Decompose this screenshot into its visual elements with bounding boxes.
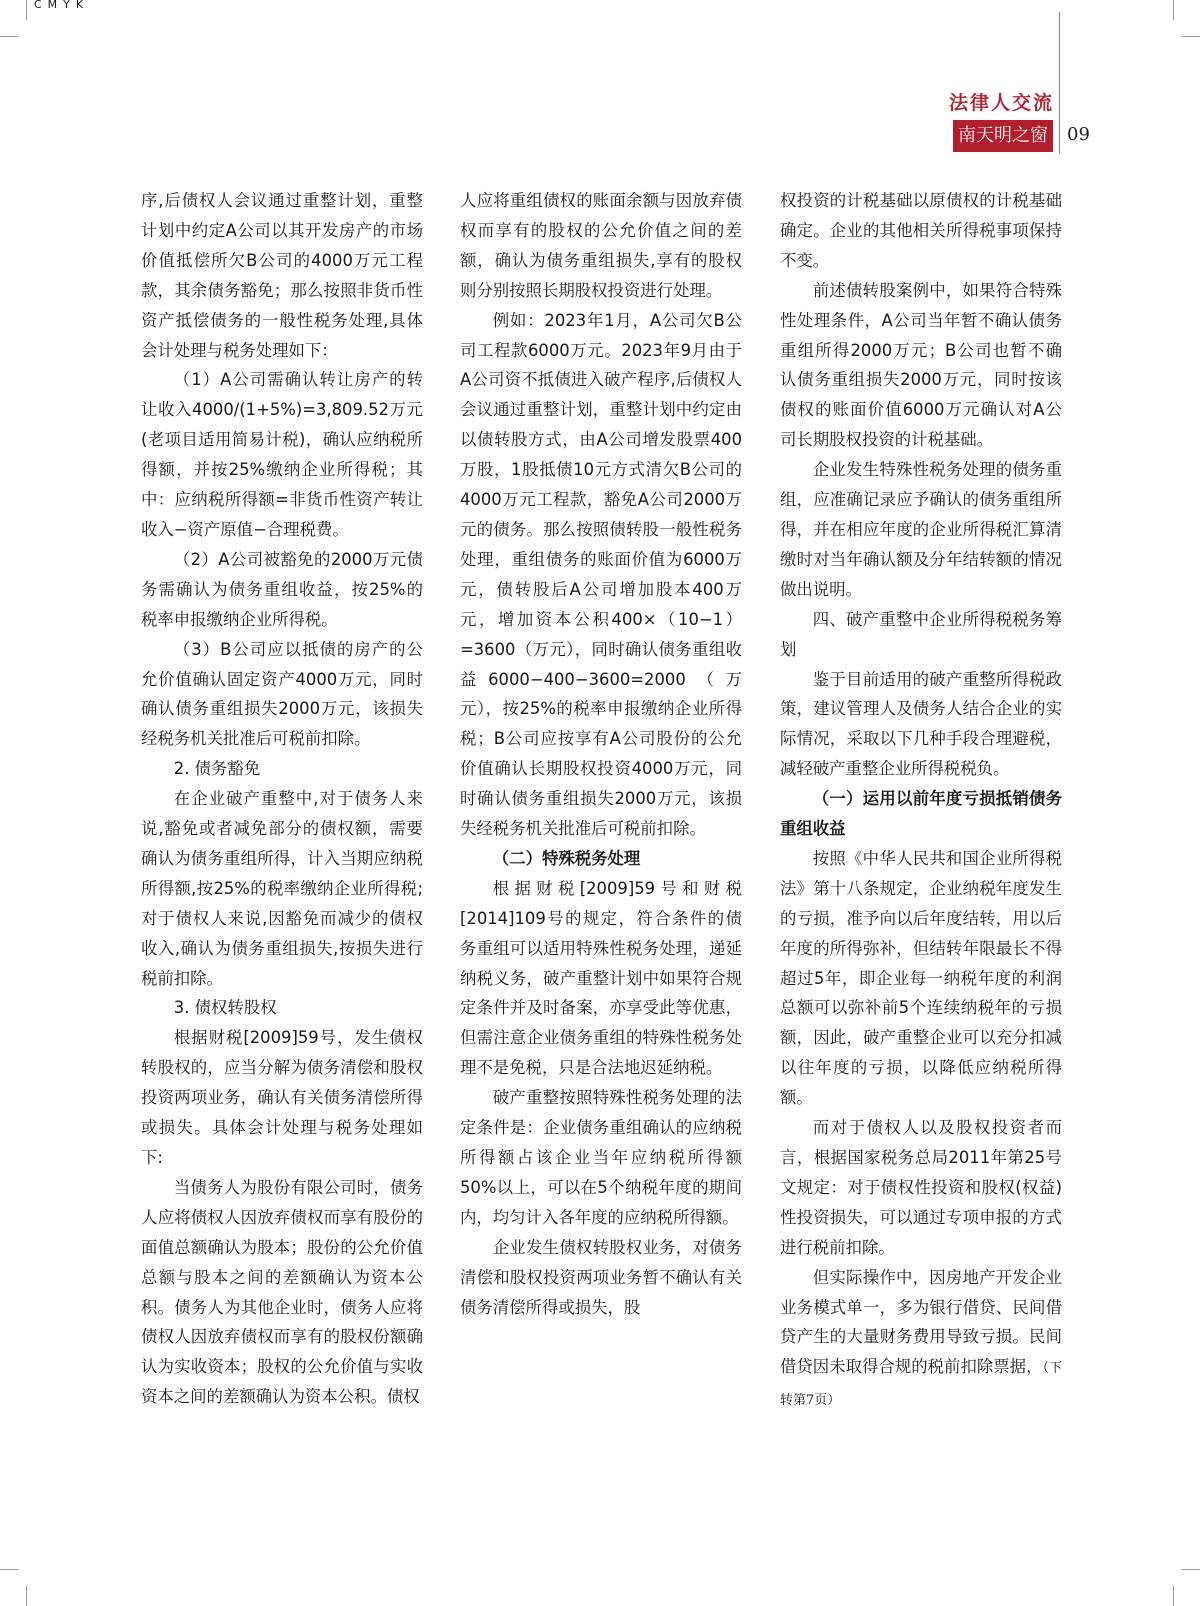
paragraph: 前述债转股案例中，如果符合特殊性处理条件，A公司当年暂不确认债务重组所得2000万元；B公司也暂不确认债务重组损失2000万元，同时按该债权的账面价值6000万元确认对A公司长期股权投资的计税基础。 <box>780 280 1062 450</box>
crop-mark <box>1173 0 1174 20</box>
section-label: 南天明之窗 <box>953 120 1053 152</box>
crop-mark <box>1182 1569 1200 1570</box>
paragraph: 在企业破产重整中,对于债务人来说,豁免或者减免部分的债权额，需要确认为债务重组所得，计入当期应纳税所得额,按25%的税率缴纳企业所得税;对于债权人来说,因豁免而减少的债权收入,确认为债务重组损失,按损失进行税前扣除。 <box>141 789 423 988</box>
crop-mark <box>26 0 27 20</box>
paragraph: 例如：2023年1月，A公司欠B公司工程款6000万元。2023年9月由于A公司资不抵债进入破产程序,后债权人会议通过重整计划，重整计划中约定由以债转股方式，由A公司增发股票400万股，1股抵债10元方式清欠B公司的4000万元工程款，豁免A公司2000万元的债务。那么按照债转股一般性税务处理，重组债务的账面价值为6000万元，债转股后A公司增加股本400万元，增加资本公积400×（10−1）=3600（万元），同时确认债务重组收益6000−400−3600=2000（万元），按25%的税率申报缴纳企业所得税；B公司应按享有A公司股份的公允价值确认长期股权投资4000万元，同时确认债务重组损失2000万元，该损失经税务机关批准后可税前扣除。 <box>460 310 742 839</box>
column-title: 法律人交流 <box>948 92 1054 114</box>
crop-mark <box>26 1586 27 1606</box>
crop-mark <box>0 1569 18 1570</box>
paragraph: 企业发生债权转股权业务，对债务清偿和股权投资两项业务暂不确认有关债务清偿所得或损失，股 <box>460 1237 742 1317</box>
paragraph: 而对于债权人以及股权投资者而言，根据国家税务总局2011年第25号文规定：对于债权性投资和股权(权益)性投资损失，可以通过专项申报的方式进行税前扣除。 <box>780 1118 1062 1257</box>
header-divider <box>1059 12 1060 154</box>
continued-note: （下转第7页） <box>780 1361 1062 1409</box>
paragraph: 根据财税[2009]59号和财税[2014]109号的规定，符合条件的债务重组可以适用特殊性税务处理，递延纳税义务，破产重整计划中如果符合规定条件并及时备案，亦享受此等优惠，但需注意企业债务重组的特殊性税务处理不是免税，只是合法地迟延纳税。 <box>460 878 742 1078</box>
paragraph: 企业发生特殊性税务处理的债务重组，应准确记录应予确认的债务重组所得，并在相应年度的企业所得税汇算清缴时对当年确认额及分年结转额的情况做出说明。 <box>780 460 1062 599</box>
paragraph: 序,后债权人会议通过重整计划，重整计划中约定A公司以其开发房产的市场价值抵偿所欠B公司的4000万元工程款，其余债务豁免；那么按照非货币性资产抵偿债务的一般性税务处理,具体会计处理与税务处理如下： <box>141 191 423 360</box>
paragraph: 破产重整按照特殊性税务处理的法定条件是：企业债务重组确认的应纳税所得额占该企业当年应纳税所得额50%以上，可以在5个纳税年度的期间内，均匀计入各年度的应纳税所得额。 <box>460 1088 742 1227</box>
section-heading: （二）特殊税务处理 <box>492 848 641 868</box>
paragraph: 2. 债务豁免 <box>173 759 261 779</box>
paragraph: 3. 债权转股权 <box>173 998 277 1018</box>
paragraph: （1）A公司需确认转让房产的转让收入4000/(1+5%)=3,809.52万元(老项目适用简易计税)，确认应纳税所得额，并按25%缴纳企业所得税；其中：应纳税所得额=非货币性资产转让收入−资产原值−合理税费。 <box>141 370 423 539</box>
paragraph: 但实际操作中，因房地产开发企业业务模式单一，多为银行借贷、民间借贷产生的大量财务费用导致亏损。民间借贷因未取得合规的税前扣除票据，（下转第7页） <box>780 1267 1062 1409</box>
paragraph: 人应将重组债权的账面余额与因放弃债权而享有的股权的公允价值之间的差额，确认为债务重组损失,享有的股权则分别按照长期股权投资进行处理。 <box>460 191 742 300</box>
paragraph: 按照《中华人民共和国企业所得税法》第十八条规定，企业纳税年度发生的亏损，准予向以后年度结转，用以后年度的所得弥补，但结转年限最长不得超过5年，即企业每一纳税年度的利润总额可以弥补前5个连续纳税年的亏损额，因此，破产重整企业可以充分扣减以往年度的亏损，以降低应纳税所得额。 <box>780 848 1062 1108</box>
cmyk-color-bar: CMYK <box>34 0 90 11</box>
paragraph: （2）A公司被豁免的2000万元债务需确认为债务重组收益，按25%的税率申报缴纳企业所得税。 <box>141 549 423 629</box>
page-number: 09 <box>1067 124 1090 145</box>
crop-mark <box>1182 36 1200 37</box>
crop-mark <box>0 36 18 37</box>
paragraph: 四、破产重整中企业所得税税务筹划 <box>780 609 1062 659</box>
crop-mark <box>1173 1586 1174 1606</box>
article-column-2 <box>460 186 742 1322</box>
paragraph: 根据财税[2009]59号，发生债权转股权的，应当分解为债务清偿和股权投资两项业务，确认有关债务清偿所得或损失。具体会计处理与税务处理如下: <box>141 1028 423 1167</box>
article-column-1 <box>141 186 423 1412</box>
paragraph: 鉴于目前适用的破产重整所得税政策，建议管理人及债务人结合企业的实际情况，采取以下几种手段合理避税，减轻破产重整企业所得税税负。 <box>780 669 1062 779</box>
article-column-3 <box>780 186 1062 1416</box>
paragraph: （3）B公司应以抵债的房产的公允价值确认固定资产4000万元，同时确认债务重组损失2000万元，该损失经税务机关批准后可税前扣除。 <box>141 639 423 749</box>
section-heading: （一）运用以前年度亏损抵销债务重组收益 <box>780 789 1062 839</box>
paragraph: 权投资的计税基础以原债权的计税基础确定。企业的其他相关所得税事项保持不变。 <box>780 191 1062 270</box>
paragraph: 当债务人为股份有限公司时，债务人应将债权人因放弃债权而享有股份的面值总额确认为股本；股份的公允价值总额与股本之间的差额确认为资本公积。债务人为其他企业时，债务人应将债权人因放弃债权而享有的股权份额确认为实收资本；股权的公允价值与实收资本之间的差额确认为资本公积。债权 <box>141 1177 423 1407</box>
